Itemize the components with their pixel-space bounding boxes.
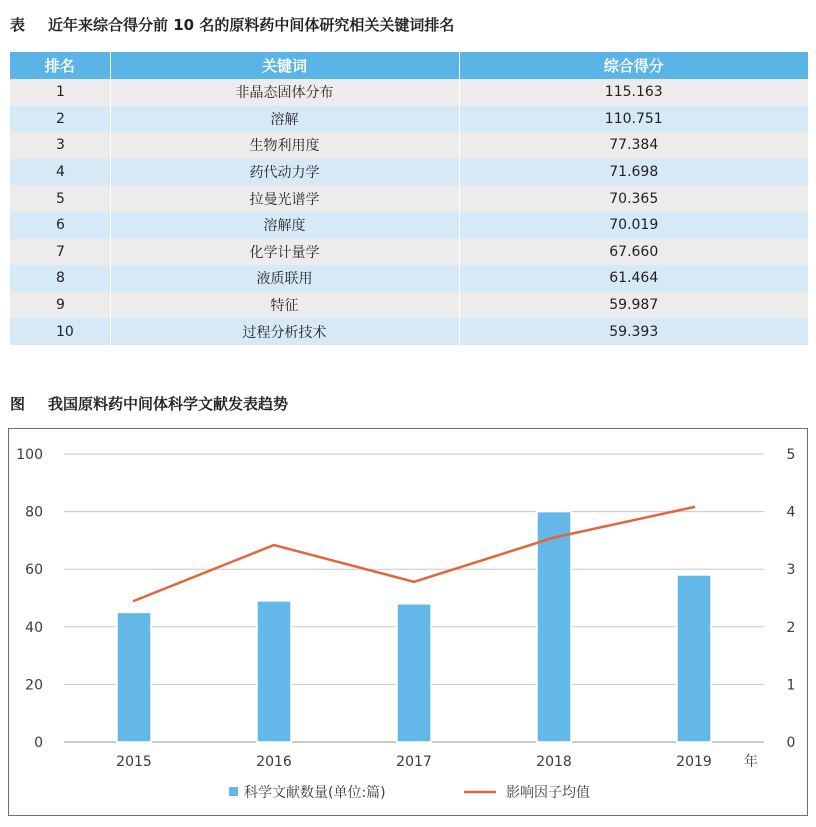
impact-factor-point-2018 [553,536,555,538]
publication-trend-chart [9,429,807,815]
cell-rank: 5 [10,185,110,212]
legend-bar-swatch [229,787,238,796]
header-keyword: 关键词 [110,52,459,79]
cell-rank: 10 [10,318,110,345]
header-rank: 排名 [10,52,110,79]
keyword-ranking-table [10,52,808,345]
table-row [10,79,808,106]
figure-caption [10,393,288,414]
x-tick-label: 2019 [676,754,712,770]
bar-2019 [677,575,711,742]
cell-score: 61.464 [459,265,808,292]
cell-score: 59.987 [459,292,808,319]
cell-rank: 8 [10,265,110,292]
table-row [10,159,808,186]
cell-rank: 9 [10,292,110,319]
cell-keyword: 溶解度 [110,212,459,239]
y-right-tick-label: 5 [786,447,796,463]
y-right-tick-label: 0 [786,735,796,751]
cell-rank: 2 [10,106,110,133]
y-right-tick-label: 3 [786,562,796,579]
table-row [10,132,808,159]
cell-rank: 7 [10,239,110,266]
impact-factor-point-2017 [413,581,415,583]
table-row [10,106,808,133]
cell-score: 110.751 [459,106,808,133]
y-left-tick-label: 80 [25,504,43,521]
x-tick-label: 2018 [536,754,572,770]
y-left-tick-label: 20 [25,677,43,694]
cell-score: 71.698 [459,159,808,186]
x-tick-label: 2016 [256,754,292,770]
y-right-tick-label: 1 [786,677,796,694]
impact-factor-point-2016 [273,544,275,546]
cell-keyword: 过程分析技术 [110,318,459,345]
cell-score: 67.660 [459,239,808,266]
cell-score: 59.393 [459,318,808,345]
table-caption-title: 近年来综合得分前 10 名的原料药中间体研究相关关键词排名 [48,16,455,34]
y-left-tick-label: 100 [16,447,43,463]
table-header-row [10,52,808,79]
table-row [10,185,808,212]
figure-caption-title: 我国原料药中间体科学文献发表趋势 [48,395,289,413]
cell-rank: 1 [10,79,110,106]
cell-rank: 3 [10,132,110,159]
y-right-tick-label: 2 [786,619,796,636]
bar-2016 [257,601,291,742]
impact-factor-point-2015 [133,600,135,602]
cell-keyword: 特征 [110,292,459,319]
table-row [10,212,808,239]
table-body [10,79,808,345]
x-tick-label: 2017 [396,754,432,770]
cell-keyword: 药代动力学 [110,159,459,186]
table-row [10,265,808,292]
y-left-tick-label: 40 [25,619,43,636]
bar-2017 [397,604,431,742]
x-axis-unit-label: 年 [744,754,758,770]
cell-rank: 4 [10,159,110,186]
cell-score: 77.384 [459,132,808,159]
impact-factor-line [134,507,694,601]
cell-keyword: 非晶态固体分布 [110,79,459,106]
chart-frame [8,428,808,816]
bar-2015 [117,612,151,742]
cell-keyword: 液质联用 [110,265,459,292]
figure-caption-tag: 图 [10,395,26,413]
legend-bar-label: 科学文献数量(单位:篇) [244,785,386,801]
cell-keyword: 溶解 [110,106,459,133]
legend-line-label: 影响因子均值 [506,785,590,801]
bar-2018 [537,512,571,742]
cell-score: 115.163 [459,79,808,106]
table-row [10,239,808,266]
y-left-tick-label: 0 [34,735,43,751]
cell-score: 70.019 [459,212,808,239]
x-tick-label: 2015 [116,754,152,770]
header-score: 综合得分 [459,52,808,79]
cell-keyword: 生物利用度 [110,132,459,159]
cell-keyword: 化学计量学 [110,239,459,266]
y-right-tick-label: 4 [786,504,796,521]
table-row [10,292,808,319]
y-left-tick-label: 60 [25,562,43,579]
cell-score: 70.365 [459,185,808,212]
cell-rank: 6 [10,212,110,239]
table-caption-tag: 表 [10,16,26,34]
cell-keyword: 拉曼光谱学 [110,185,459,212]
table-row [10,318,808,345]
impact-factor-point-2019 [693,506,695,508]
table-caption [10,14,454,35]
